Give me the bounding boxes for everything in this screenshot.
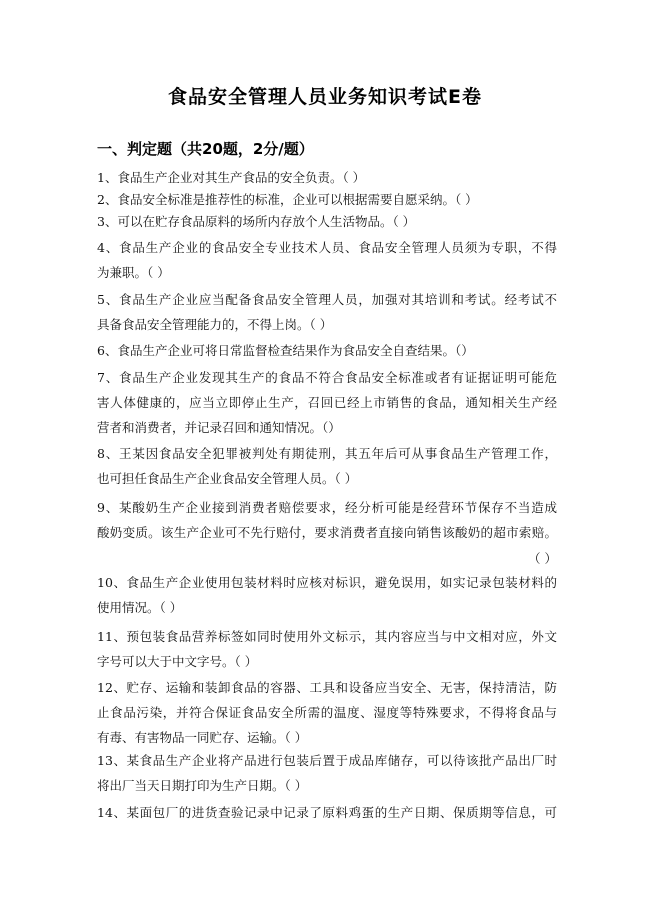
document-title: 食品安全管理人员业务知识考试E卷	[168, 86, 482, 108]
question-9-line-2: 酸奶变质。该生产企业可不先行赔付，要求消费者直接向销售该酸奶的超市索赔。	[97, 525, 557, 540]
question-12-line-1: 12、贮存、运输和装卸食品的容器、工具和设备应当安全、无害，保持清洁，防	[97, 680, 557, 695]
question-14-line-1: 14、某面包厂的进货查验记录中记录了原料鸡蛋的生产日期、保质期等信息，可	[97, 805, 557, 820]
question-2-line-1: 2、食品安全标准是推荐性的标准，企业可以根据需要自愿采纳。（ ）	[97, 192, 478, 207]
question-12-line-2: 止食品污染，并符合保证食品安全所需的温度、湿度等特殊要求，不得将食品与	[97, 705, 557, 720]
question-11-line-1: 11、预包装食品营养标签如同时使用外文标示，其内容应当与中文相对应，外文	[97, 629, 557, 644]
question-5-line-1: 5、食品生产企业应当配备食品安全管理人员，加强对其培训和考试。经考试不	[97, 292, 557, 307]
question-7-line-3: 营者和消费者，并记录召回和通知情况。（）	[97, 420, 341, 435]
question-10-line-2: 使用情况。（ ）	[97, 600, 183, 615]
section-heading: 一、判定题（共20题，2分/题）	[97, 140, 314, 158]
question-4-line-2: 为兼职。（ ）	[97, 265, 170, 280]
question-5-line-2: 具备食品安全管理能力的，不得上岗。（ ）	[97, 317, 333, 332]
question-7-line-1: 7、食品生产企业发现其生产的食品不符合食品安全标准或者有证据证明可能危	[97, 370, 557, 385]
question-8-line-2: 也可担任食品生产企业食品安全管理人员。（ ）	[97, 471, 358, 486]
question-9-line-3: （ ）	[528, 551, 557, 566]
question-4-line-1: 4、食品生产企业的食品安全专业技术人员、食品安全管理人员须为专职，不得	[97, 240, 557, 255]
question-3-line-1: 3、可以在贮存食品原料的场所内存放个人生活物品。（ ）	[97, 214, 416, 229]
question-12-line-3: 有毒、有害物品一同贮存、运输。（ ）	[97, 730, 308, 745]
question-1-line-1: 1、食品生产企业对其生产食品的安全负责。（ ）	[97, 170, 366, 185]
question-11-line-2: 字号可以大于中文字号。（ ）	[97, 654, 258, 669]
question-6-line-1: 6、食品生产企业可将日常监督检查结果作为食品安全自查结果。（）	[97, 343, 474, 358]
question-8-line-1: 8、王某因食品安全犯罪被判处有期徒刑，其五年后可从事食品生产管理工作，	[97, 446, 557, 461]
question-7-line-2: 害人体健康的，应当立即停止生产，召回已经上市销售的食品，通知相关生产经	[97, 395, 557, 410]
question-13-line-2: 将出厂当天日期打印为生产日期。（ ）	[97, 778, 308, 793]
question-13-line-1: 13、某食品生产企业将产品进行包装后置于成品库储存，可以待该批产品出厂时	[97, 753, 557, 768]
question-9-line-1: 9、某酸奶生产企业接到消费者赔偿要求，经分析可能是经营环节保存不当造成	[97, 500, 557, 515]
question-10-line-1: 10、食品生产企业使用包装材料时应核对标识，避免误用，如实记录包装材料的	[97, 575, 557, 590]
